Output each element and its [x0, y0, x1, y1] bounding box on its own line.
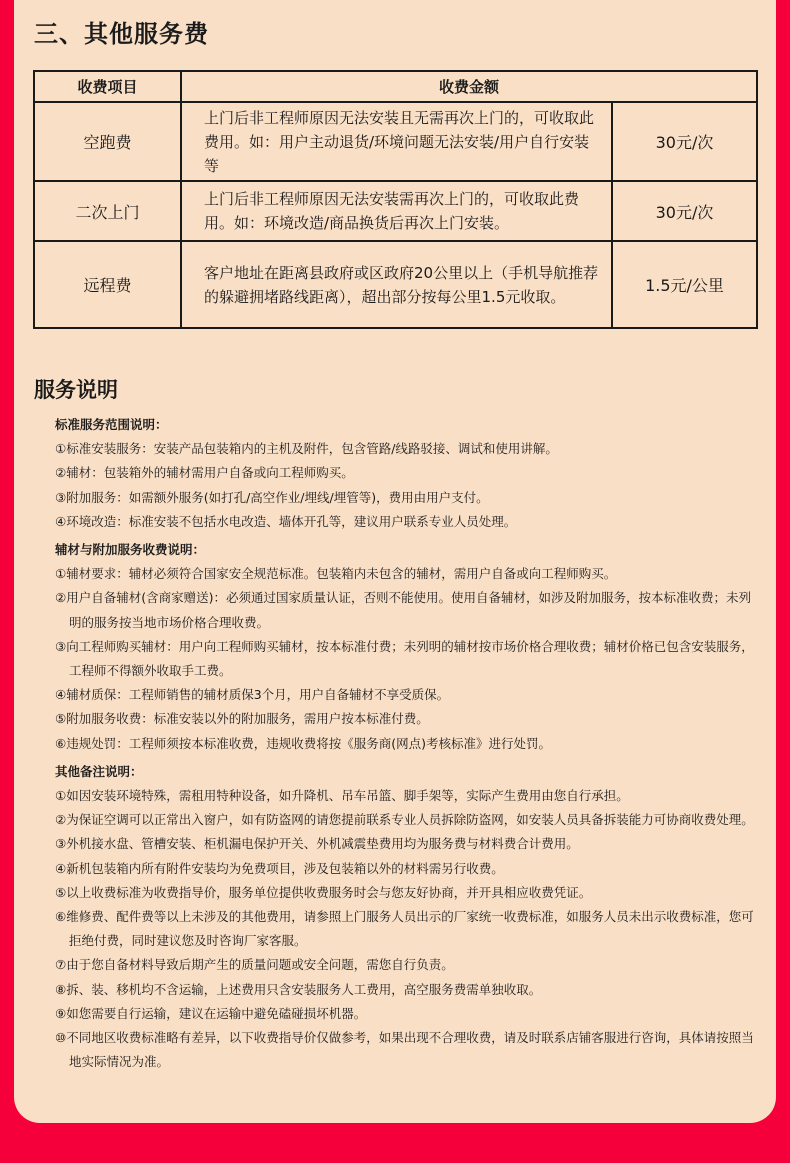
note-item: ⑧拆、装、移机均不含运输，上述费用只含安装服务人工费用，高空服务费需单独收取。 [55, 981, 542, 997]
fee-price: 30元/次 [612, 102, 757, 181]
note-item: ②辅材：包装箱外的辅材需用户自备或向工程师购买。 [55, 465, 354, 481]
fee-price: 1.5元/公里 [612, 241, 757, 328]
fee-desc: 客户地址在距离县政府或区政府20公里以上（手机导航推荐的躲避拥堵路线距离），超出部分按每公里1.5元收取。 [181, 241, 612, 328]
table-row [34, 181, 757, 241]
fee-name: 远程费 [34, 241, 181, 328]
note-item: ⑦由于您自备材料导致后期产生的质量问题或安全问题，需您自行负责。 [55, 957, 454, 973]
note-item: ②用户自备辅材(含商家赠送)：必须通过国家质量认证，否则不能使用。使用自备辅材，如涉及附加服务，按本标准收费；未列明的服务按当地市场价格合理收费。 [55, 590, 751, 630]
fee-name: 二次上门 [34, 181, 181, 241]
note-item: ②为保证空调可以正常出入窗户，如有防盗网的请您提前联系专业人员拆除防盗网，如安装人员具备拆装能力可协商收费处理。 [55, 812, 754, 828]
note-group [55, 538, 755, 756]
note-item: ①如因安装环境特殊，需租用特种设备，如升降机、吊车吊篮、脚手架等，实际产生费用由您自行承担。 [55, 788, 629, 804]
note-item: ④新机包装箱内所有附件安装均为免费项目，涉及包装箱以外的材料需另行收费。 [55, 860, 504, 876]
fee-name: 空跑费 [34, 102, 181, 181]
fee-price: 30元/次 [612, 181, 757, 241]
content-card [14, 0, 776, 1123]
note-item: ⑥违规处罚：工程师须按本标准收费，违规收费将按《服务商(网点)考核标准》进行处罚。 [55, 735, 551, 751]
note-item: ⑩不同地区收费标准略有差异，以下收费指导价仅做参考，如果出现不合理收费，请及时联系店铺客服进行咨询，具体请按照当地实际情况为准。 [55, 1030, 754, 1070]
note-item: ⑨如您需要自行运输，建议在运输中避免磕碰损坏机器。 [55, 1005, 367, 1021]
service-title: 服务说明 [34, 378, 118, 402]
note-item: ①辅材要求：辅材必须符合国家安全规范标准。包装箱内未包含的辅材，需用户自备或向工程师购买。 [55, 566, 617, 582]
note-item: ③向工程师购买辅材：用户向工程师购买辅材，按本标准付费；未列明的辅材按市场价格合理收费；辅材价格已包含安装服务，工程师不得额外收取手工费。 [55, 638, 754, 679]
note-item: ③附加服务：如需额外服务(如打孔/高空作业/埋线/埋管等)，费用由用户支付。 [55, 489, 489, 505]
header-item: 收费项目 [34, 71, 181, 102]
header-amount: 收费金额 [181, 71, 757, 102]
note-item: ⑤附加服务收费：标准安装以外的附加服务，需用户按本标准付费。 [55, 711, 429, 727]
fee-desc: 上门后非工程师原因无法安装且无需再次上门的，可收取此费用。如：用户主动退货/环境问题无法安装/用户自行安装等 [181, 102, 612, 181]
note-group-heading: 其他备注说明： [55, 763, 143, 779]
note-group-heading: 辅材与附加服务收费说明： [55, 542, 206, 558]
note-item: ③外机接水盘、管槽安装、柜机漏电保护开关、外机减震垫费用均为服务费与材料费合计费用。 [55, 836, 579, 852]
note-item: ⑥维修费、配件费等以上未涉及的其他费用，请参照上门服务人员出示的厂家统一收费标准，如服务人员未出示收费标准，您可拒绝付费，同时建议您及时咨询厂家客服。 [55, 909, 754, 949]
note-group-heading: 标准服务范围说明： [55, 417, 168, 432]
section-title: 三、其他服务费 [34, 20, 209, 48]
service-notes [55, 413, 755, 1078]
fee-table [33, 70, 758, 329]
table-header-row [34, 71, 757, 102]
note-item: ①标准安装服务：安装产品包装箱内的主机及附件，包含管路/线路驳接、调试和使用讲解。 [55, 441, 558, 457]
note-group [55, 413, 755, 534]
note-item: ⑤以上收费标准为收费指导价，服务单位提供收费服务时会与您友好协商，并开具相应收费凭证。 [55, 884, 592, 900]
note-item: ④环境改造：标准安装不包括水电改造、墙体开孔等，建议用户联系专业人员处理。 [55, 513, 517, 529]
table-row [34, 241, 757, 328]
fee-desc: 上门后非工程师原因无法安装需再次上门的，可收取此费用。如：环境改造/商品换货后再次上门安装。 [181, 181, 612, 241]
table-row [34, 102, 757, 181]
note-item: ④辅材质保：工程师销售的辅材质保3个月，用户自备辅材不享受质保。 [55, 687, 450, 703]
note-group [55, 760, 755, 1075]
